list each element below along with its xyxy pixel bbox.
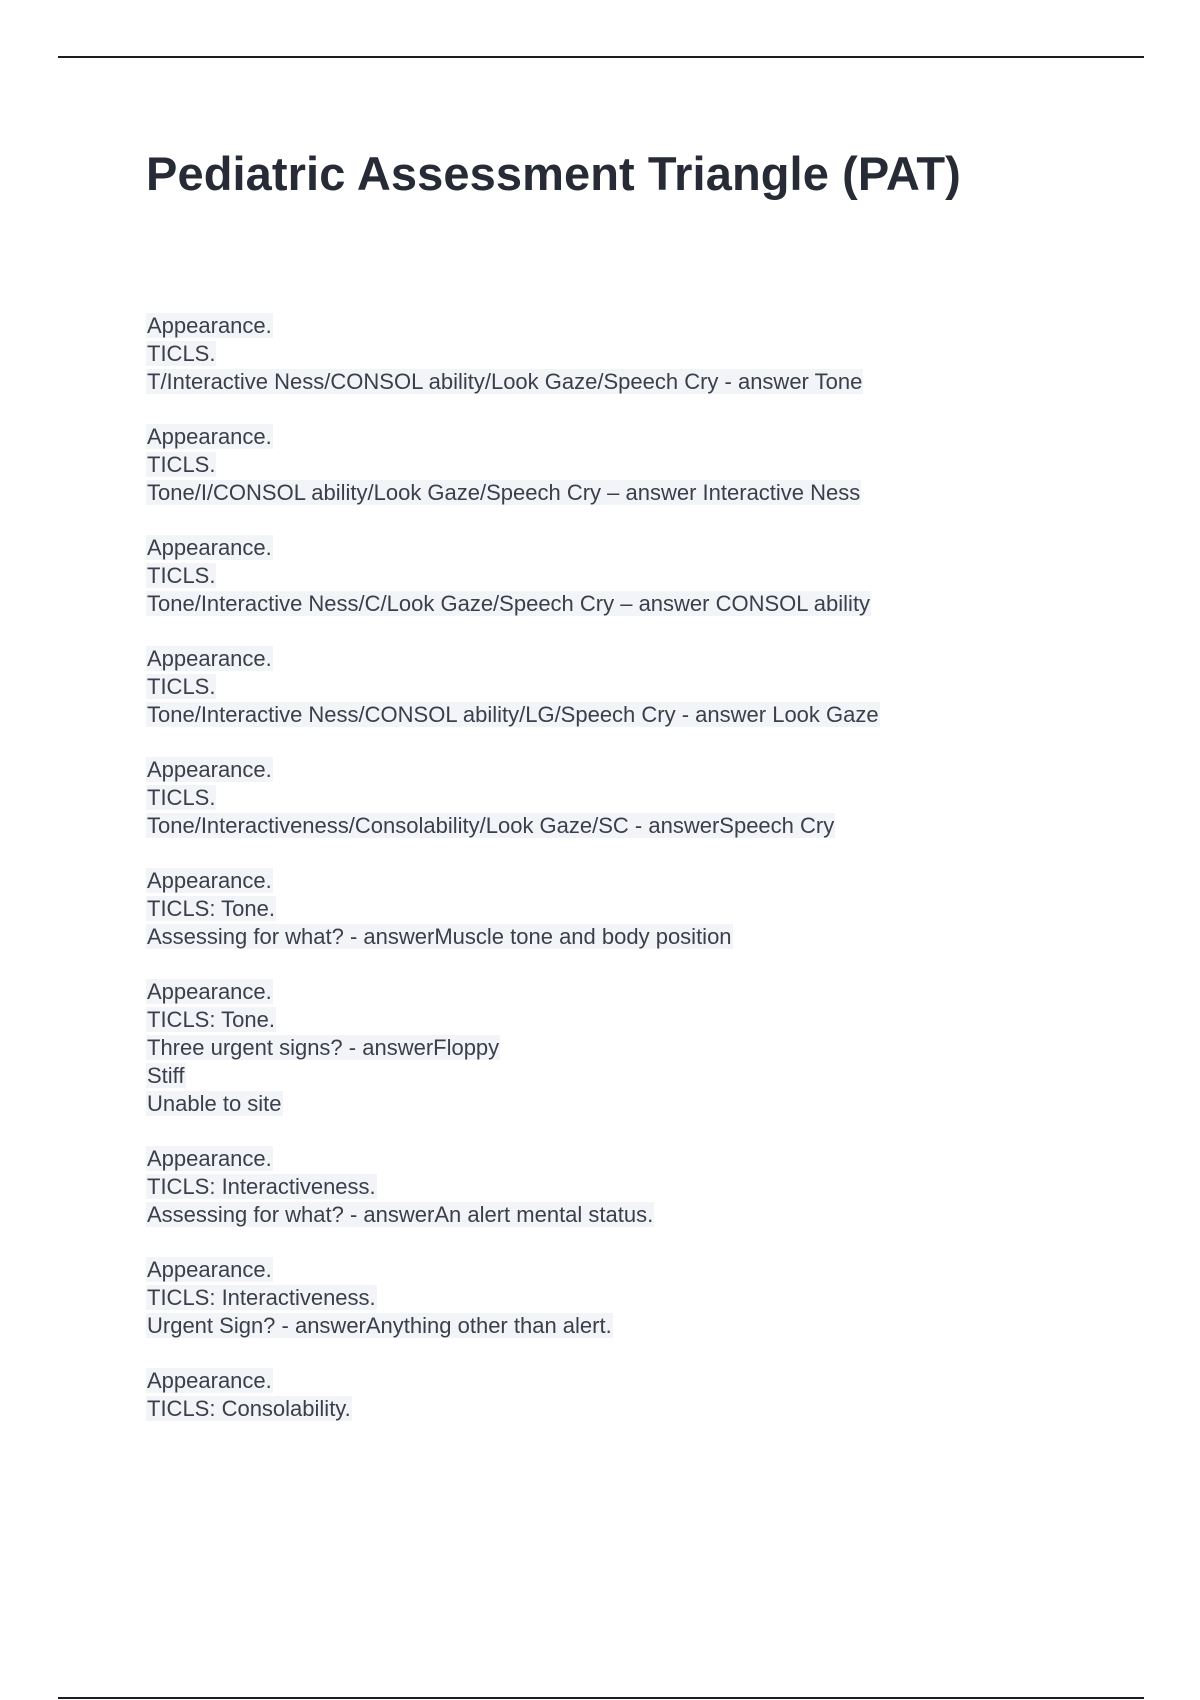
card-question-answer: Assessing for what? - answerAn alert mental status.: [147, 1202, 654, 1227]
card-subcategory: TICLS: Tone.: [147, 1007, 275, 1032]
top-divider: [58, 56, 1144, 58]
card-subcategory: TICLS: Interactiveness.: [147, 1285, 376, 1310]
card-category: Appearance.: [147, 979, 272, 1004]
card-answer-line: Unable to site: [147, 1091, 282, 1116]
card-question-answer: T/Interactive Ness/CONSOL ability/Look Gaze/Speech Cry - answer Tone: [147, 369, 863, 394]
card-category: Appearance.: [147, 1368, 272, 1393]
card-category: Appearance.: [147, 757, 272, 782]
flashcard-list: [146, 312, 1146, 1450]
bottom-divider: [58, 1697, 1144, 1699]
card-answer-line: Stiff: [147, 1063, 185, 1088]
card-category: Appearance.: [147, 1257, 272, 1282]
card-subcategory: TICLS.: [147, 674, 216, 699]
flashcard: [146, 756, 1146, 840]
page-title: Pediatric Assessment Triangle (PAT): [146, 147, 961, 200]
card-subcategory: TICLS.: [147, 452, 216, 477]
card-category: Appearance.: [147, 1146, 272, 1171]
card-question-answer: Assessing for what? - answerMuscle tone and body position: [147, 924, 732, 949]
card-question-answer: Tone/Interactive Ness/C/Look Gaze/Speech Cry – answer CONSOL ability: [147, 591, 871, 616]
card-subcategory: TICLS: Interactiveness.: [147, 1174, 376, 1199]
card-category: Appearance.: [147, 646, 272, 671]
flashcard: [146, 534, 1146, 618]
card-subcategory: TICLS.: [147, 563, 216, 588]
card-category: Appearance.: [147, 535, 272, 560]
card-question-answer: Tone/I/CONSOL ability/Look Gaze/Speech Cry – answer Interactive Ness: [147, 480, 861, 505]
flashcard: [146, 978, 1146, 1118]
flashcard: [146, 867, 1146, 951]
flashcard: [146, 1256, 1146, 1340]
flashcard: [146, 1145, 1146, 1229]
card-subcategory: TICLS: Consolability.: [147, 1396, 351, 1421]
card-question-answer: Tone/Interactive Ness/CONSOL ability/LG/Speech Cry - answer Look Gaze: [147, 702, 879, 727]
card-category: Appearance.: [147, 313, 272, 338]
card-category: Appearance.: [147, 868, 272, 893]
card-question-answer: Three urgent signs? - answerFloppy: [147, 1035, 500, 1060]
flashcard: [146, 1367, 1146, 1423]
card-question-answer: Urgent Sign? - answerAnything other than alert.: [147, 1313, 612, 1338]
card-subcategory: TICLS.: [147, 785, 216, 810]
card-category: Appearance.: [147, 424, 272, 449]
card-subcategory: TICLS: Tone.: [147, 896, 275, 921]
flashcard: [146, 645, 1146, 729]
card-question-answer: Tone/Interactiveness/Consolability/Look Gaze/SC - answerSpeech Cry: [147, 813, 835, 838]
flashcard: [146, 423, 1146, 507]
flashcard: [146, 312, 1146, 396]
card-subcategory: TICLS.: [147, 341, 216, 366]
